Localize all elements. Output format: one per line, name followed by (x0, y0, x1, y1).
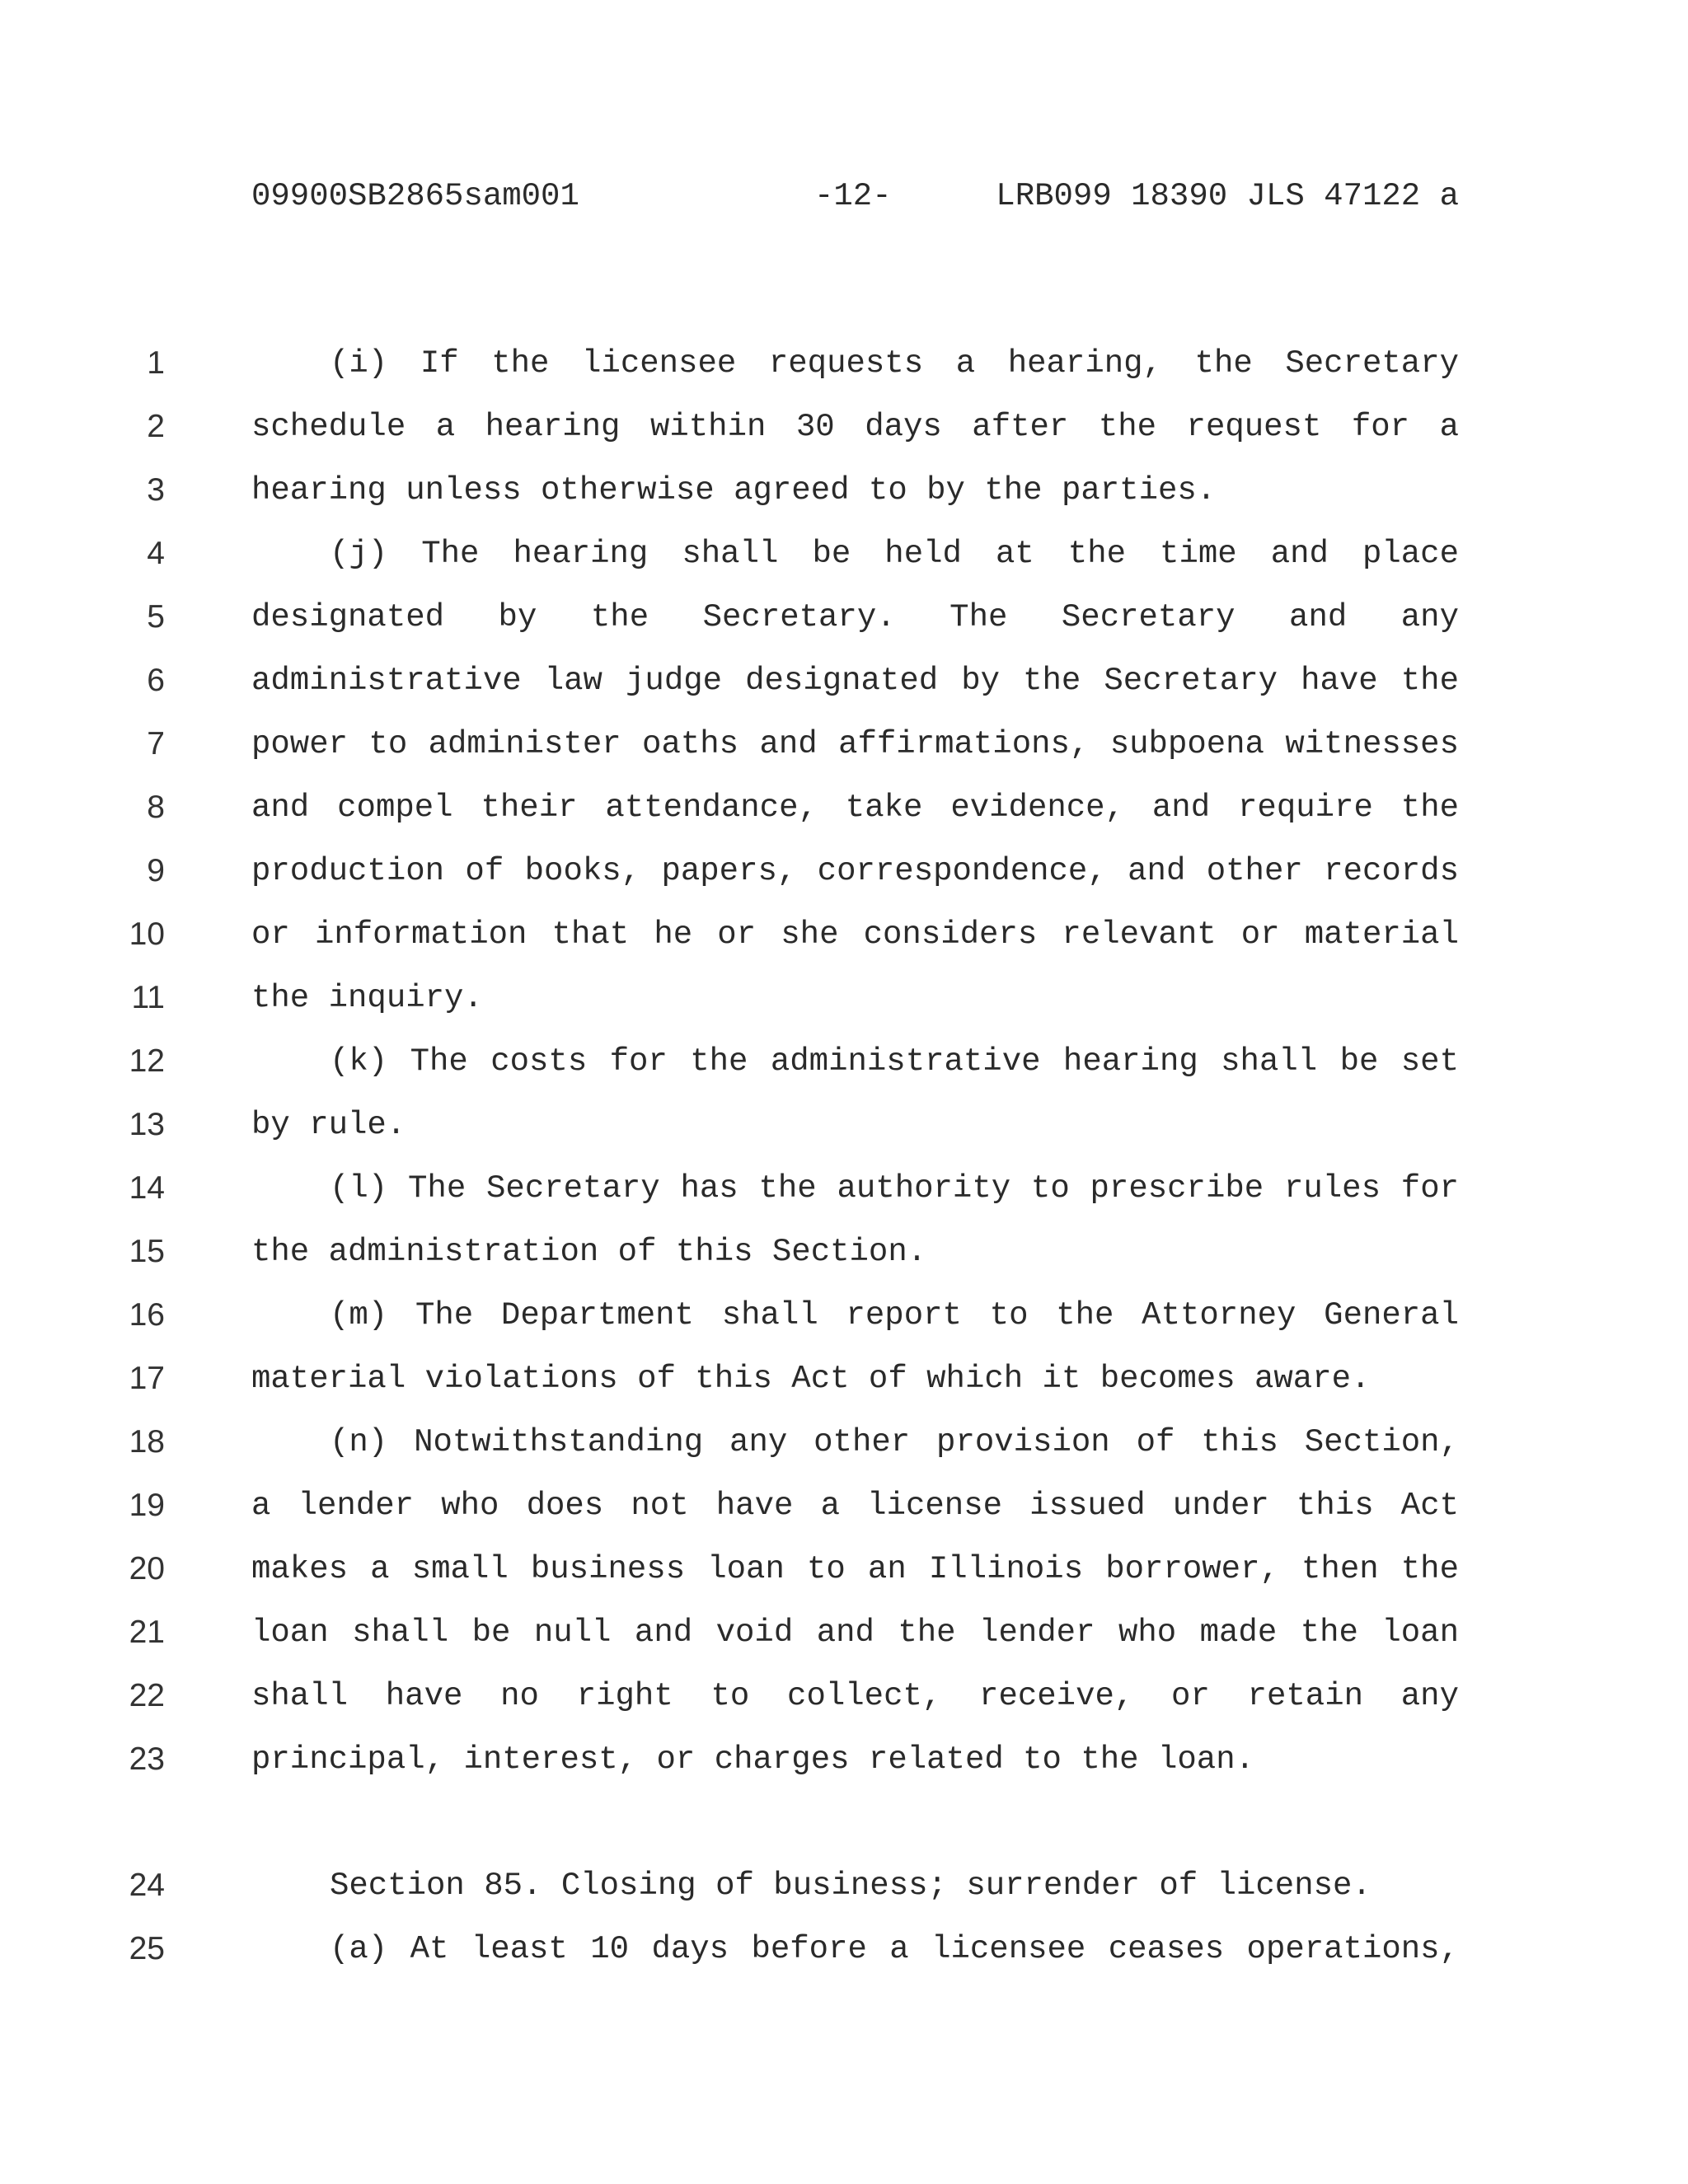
numbered-line (0, 1413, 1688, 1471)
bill-number-header: 09900SB2865sam001 (251, 178, 579, 214)
line-number: 22 (129, 1678, 165, 1713)
line-number: 20 (129, 1551, 165, 1586)
line-number: 18 (129, 1424, 165, 1460)
line-text: (i) If the licensee requests a hearing, the Secretary (330, 345, 1459, 382)
numbered-line (0, 652, 1688, 710)
line-number: 3 (147, 472, 165, 508)
line-number: 4 (147, 536, 165, 571)
line-text: (l) The Secretary has the authority to prescribe rules for (330, 1170, 1459, 1207)
line-number: 7 (147, 726, 165, 762)
numbered-line (0, 969, 1688, 1027)
line-number: 19 (129, 1488, 165, 1523)
numbered-line (0, 1350, 1688, 1408)
numbered-line (0, 1096, 1688, 1154)
numbered-line (0, 398, 1688, 456)
line-text: principal, interest, or charges related to the loan. (251, 1741, 1254, 1778)
line-text: the inquiry. (251, 980, 483, 1016)
line-text: (n) Notwithstanding any other provision of this Section, (330, 1424, 1459, 1460)
numbered-line (0, 1223, 1688, 1281)
line-text: by rule. (251, 1107, 406, 1143)
line-number: 8 (147, 790, 165, 825)
page-number-header: -12- (814, 178, 892, 214)
numbered-line (0, 525, 1688, 583)
line-text: (k) The costs for the administrative hearing shall be set (330, 1043, 1459, 1080)
line-text: or information that he or she considers relevant or material (251, 916, 1459, 953)
numbered-line (0, 588, 1688, 646)
lrb-code-header: LRB099 18390 JLS 47122 a (996, 178, 1459, 214)
line-number: 25 (129, 1931, 165, 1966)
numbered-line (0, 1033, 1688, 1090)
numbered-line (0, 1857, 1688, 1915)
line-number: 14 (129, 1170, 165, 1206)
line-number: 2 (147, 409, 165, 444)
line-text: (a) At least 10 days before a licensee ceases operations, (330, 1931, 1459, 1967)
line-text: (m) The Department shall report to the Attorney General (330, 1297, 1459, 1333)
numbered-line (0, 1731, 1688, 1788)
numbered-line (0, 715, 1688, 773)
line-number: 9 (147, 853, 165, 888)
numbered-line (0, 462, 1688, 519)
numbered-line (0, 842, 1688, 900)
line-text: hearing unless otherwise agreed to by the parties. (251, 472, 1217, 509)
numbered-line (0, 1160, 1688, 1217)
numbered-line (0, 1286, 1688, 1344)
line-number: 13 (129, 1107, 165, 1142)
line-number: 21 (129, 1615, 165, 1650)
line-text: loan shall be null and void and the lender who made the loan (251, 1615, 1459, 1651)
line-text: shall have no right to collect, receive, or retain any (251, 1678, 1459, 1714)
line-number: 6 (147, 663, 165, 698)
line-text: (j) The hearing shall be held at the time and place (330, 536, 1459, 572)
line-text: power to administer oaths and affirmations, subpoena witnesses (251, 726, 1459, 762)
line-text: Section 85. Closing of business; surrender of license. (330, 1868, 1372, 1904)
line-text: the administration of this Section. (251, 1234, 927, 1270)
line-number: 12 (129, 1043, 165, 1079)
line-text: designated by the Secretary. The Secretary and any (251, 599, 1459, 635)
line-number: 24 (129, 1868, 165, 1903)
numbered-line (0, 1540, 1688, 1598)
numbered-line (0, 1667, 1688, 1725)
numbered-line (0, 779, 1688, 837)
line-text: administrative law judge designated by the Secretary have the (251, 663, 1459, 699)
line-number: 17 (129, 1361, 165, 1396)
numbered-line (0, 1477, 1688, 1535)
line-number: 1 (147, 345, 165, 381)
line-text: production of books, papers, correspondence, and other records (251, 853, 1459, 889)
numbered-line (0, 335, 1688, 392)
line-text: material violations of this Act of which it becomes aware. (251, 1361, 1371, 1397)
line-number: 5 (147, 599, 165, 635)
numbered-line (0, 1920, 1688, 1978)
line-number: 15 (129, 1234, 165, 1269)
line-number: 23 (129, 1741, 165, 1777)
numbered-line (0, 1604, 1688, 1661)
line-text: schedule a hearing within 30 days after the request for a (251, 409, 1459, 445)
numbered-line (0, 906, 1688, 963)
line-text: and compel their attendance, take evidence, and require the (251, 790, 1459, 826)
line-text: a lender who does not have a license issued under this Act (251, 1488, 1459, 1524)
line-number: 16 (129, 1297, 165, 1333)
line-text: makes a small business loan to an Illinois borrower, then the (251, 1551, 1459, 1587)
line-number: 10 (129, 916, 165, 952)
line-number: 11 (131, 980, 165, 1015)
